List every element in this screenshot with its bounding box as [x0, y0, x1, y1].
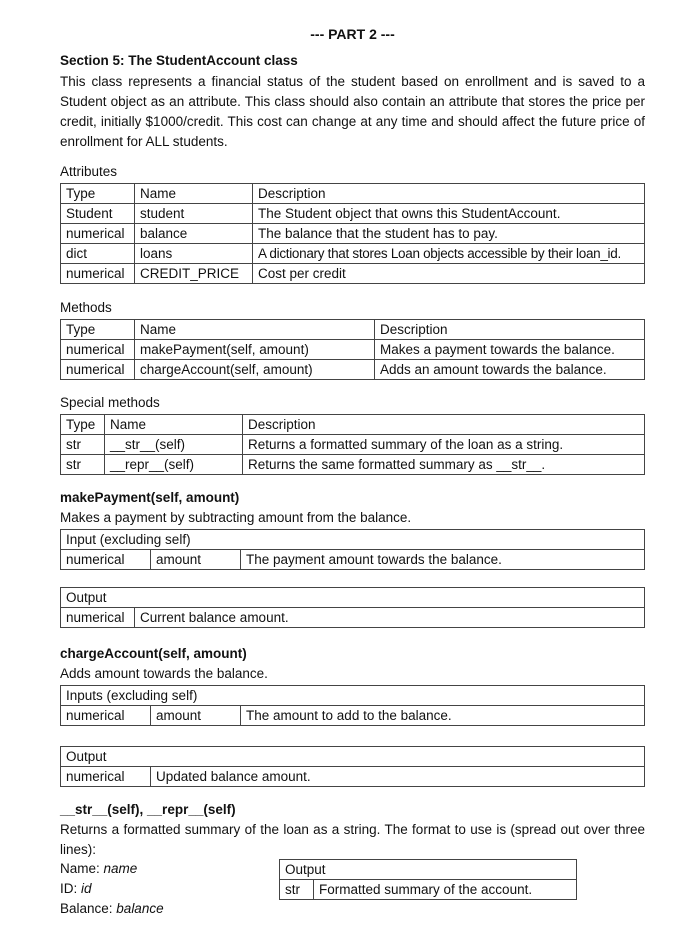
str-repr-description: Returns a formatted summary of the loan as a string. The format to use is (spread out over three lines):	[60, 822, 645, 857]
table-cell: numerical	[61, 264, 135, 284]
table-cell: student	[135, 204, 253, 224]
table-cell: CREDIT_PRICE	[135, 264, 253, 284]
format-line-name: Name: name	[60, 861, 138, 876]
table-cell: The amount to add to the balance.	[241, 706, 645, 726]
make-payment-title: makePayment(self, amount)	[60, 490, 240, 505]
table-row	[61, 608, 645, 628]
header-cell: Description	[253, 184, 645, 204]
section-description: This class represents a financial status of the student based on enrollment and is saved to a Student object as an attribute. This class should also contain an attribute that stores the price per credit, initially $1000/credit. This cost can change at any time and should affect the future price of enrollment for ALL students.	[60, 74, 645, 149]
format-line-balance: Balance: balance	[60, 901, 164, 916]
table-cell: Returns a formatted summary of the loan as a string.	[243, 435, 645, 455]
table-cell: numerical	[61, 706, 151, 726]
table-cell: The balance that the student has to pay.	[253, 224, 645, 244]
header-cell: Description	[243, 415, 645, 435]
header-cell: Name	[135, 320, 375, 340]
table-cell: numerical	[61, 608, 135, 628]
table-cell: Cost per credit	[253, 264, 645, 284]
header-cell: Output	[61, 588, 645, 608]
table-row	[61, 244, 645, 264]
header-cell: Type	[61, 415, 105, 435]
charge-account-title: chargeAccount(self, amount)	[60, 646, 247, 661]
table-cell: __repr__(self)	[105, 455, 243, 475]
make-payment-input-table	[60, 529, 645, 570]
table-cell: numerical	[61, 767, 151, 787]
header-cell: Type	[61, 184, 135, 204]
table-cell: numerical	[61, 224, 135, 244]
table-row	[61, 204, 645, 224]
table-header-row	[61, 747, 645, 767]
table-cell: The Student object that owns this StudentAccount.	[253, 204, 645, 224]
table-cell: str	[280, 880, 314, 900]
table-cell: str	[61, 435, 105, 455]
header-cell: Output	[280, 860, 577, 880]
table-cell: Student	[61, 204, 135, 224]
charge-account-description: Adds amount towards the balance.	[60, 666, 268, 681]
table-cell: numerical	[61, 550, 151, 570]
section-title: Section 5: The StudentAccount class	[60, 53, 298, 68]
table-row	[280, 880, 577, 900]
header-cell: Name	[135, 184, 253, 204]
table-row	[61, 224, 645, 244]
special-methods-label: Special methods	[60, 395, 160, 410]
header-cell: Inputs (excluding self)	[61, 686, 645, 706]
table-cell: amount	[151, 706, 241, 726]
special-methods-table	[60, 414, 645, 475]
make-payment-description: Makes a payment by subtracting amount from the balance.	[60, 510, 412, 525]
table-cell: A dictionary that stores Loan objects accessible by their loan_id.	[253, 244, 645, 264]
table-cell: numerical	[61, 360, 135, 380]
table-cell: str	[61, 455, 105, 475]
table-header-row	[61, 686, 645, 706]
header-cell: Type	[61, 320, 135, 340]
table-row	[61, 706, 645, 726]
charge-account-input-table	[60, 685, 645, 726]
table-cell: balance	[135, 224, 253, 244]
table-cell: The payment amount towards the balance.	[241, 550, 645, 570]
part-title: --- PART 2 ---	[310, 26, 395, 42]
table-cell: __str__(self)	[105, 435, 243, 455]
header-cell: Description	[375, 320, 645, 340]
table-cell: chargeAccount(self, amount)	[135, 360, 375, 380]
str-repr-output-table	[279, 859, 577, 900]
header-cell: Input (excluding self)	[61, 530, 645, 550]
table-row	[61, 340, 645, 360]
attributes-label: Attributes	[60, 164, 118, 179]
table-row	[61, 360, 645, 380]
charge-account-output-table	[60, 746, 645, 787]
table-header-row	[61, 530, 645, 550]
table-cell: makePayment(self, amount)	[135, 340, 375, 360]
table-header-row	[61, 415, 645, 435]
table-header-row	[280, 860, 577, 880]
table-cell: amount	[151, 550, 241, 570]
table-cell: Makes a payment towards the balance.	[375, 340, 645, 360]
header-cell: Name	[105, 415, 243, 435]
make-payment-output-table	[60, 587, 645, 628]
table-row	[61, 264, 645, 284]
methods-label: Methods	[60, 300, 112, 315]
table-cell: loans	[135, 244, 253, 264]
table-cell: numerical	[61, 340, 135, 360]
table-header-row	[61, 184, 645, 204]
header-cell: Output	[61, 747, 645, 767]
attributes-table	[60, 183, 645, 284]
table-row	[61, 550, 645, 570]
str-repr-title: __str__(self), __repr__(self)	[60, 802, 236, 817]
table-cell: Adds an amount towards the balance.	[375, 360, 645, 380]
table-cell: dict	[61, 244, 135, 264]
methods-table	[60, 319, 645, 380]
table-row	[61, 767, 645, 787]
table-cell: Formatted summary of the account.	[314, 880, 577, 900]
table-cell: Updated balance amount.	[151, 767, 645, 787]
table-row	[61, 455, 645, 475]
format-line-id: ID: id	[60, 881, 92, 896]
table-header-row	[61, 588, 645, 608]
table-cell: Returns the same formatted summary as __str__.	[243, 455, 645, 475]
table-row	[61, 435, 645, 455]
table-cell: Current balance amount.	[135, 608, 645, 628]
table-header-row	[61, 320, 645, 340]
